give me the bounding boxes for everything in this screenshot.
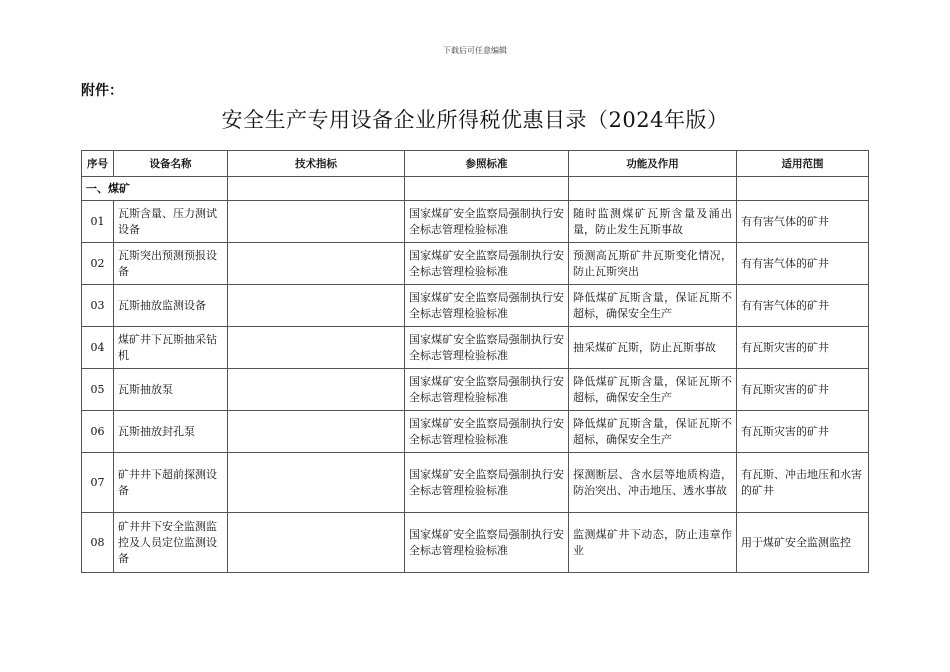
equipment-table (81, 150, 869, 573)
technical-spec (228, 201, 405, 243)
table-row (82, 513, 869, 573)
table-row (82, 327, 869, 369)
row-number: 02 (82, 243, 114, 285)
equipment-name: 矿井井下安全监测监控及人员定位监测设备 (114, 513, 228, 573)
function-description: 降低煤矿瓦斯含量，保证瓦斯不超标，确保安全生产 (569, 285, 737, 327)
technical-spec (228, 243, 405, 285)
table-cell (569, 177, 737, 201)
reference-standard: 国家煤矿安全监察局强制执行安全标志管理检验标准 (405, 201, 569, 243)
applicable-scope: 有瓦斯灾害的矿井 (737, 369, 869, 411)
row-number: 05 (82, 369, 114, 411)
equipment-name: 煤矿井下瓦斯抽采钻机 (114, 327, 228, 369)
table-cell (737, 177, 869, 201)
technical-spec (228, 411, 405, 453)
table-row (82, 411, 869, 453)
table-header-row (82, 151, 869, 177)
technical-spec (228, 513, 405, 573)
row-number: 04 (82, 327, 114, 369)
technical-spec (228, 453, 405, 513)
technical-spec (228, 327, 405, 369)
watermark-text: 下载后可任意编辑 (443, 46, 507, 55)
applicable-scope: 有瓦斯灾害的矿井 (737, 327, 869, 369)
function-description: 降低煤矿瓦斯含量，保证瓦斯不超标，确保安全生产 (569, 411, 737, 453)
attachment-label: 附件： (81, 83, 123, 99)
header-serial: 序号 (82, 151, 114, 177)
table-row (82, 285, 869, 327)
table-row (82, 201, 869, 243)
applicable-scope: 用于煤矿安全监测监控 (737, 513, 869, 573)
row-number: 08 (82, 513, 114, 573)
header-scope: 适用范围 (737, 151, 869, 177)
reference-standard: 国家煤矿安全监察局强制执行安全标志管理检验标准 (405, 327, 569, 369)
reference-standard: 国家煤矿安全监察局强制执行安全标志管理检验标准 (405, 243, 569, 285)
section-row (82, 177, 869, 201)
equipment-name: 瓦斯突出预测预报设备 (114, 243, 228, 285)
header-reference-standard: 参照标准 (405, 151, 569, 177)
applicable-scope: 有有害气体的矿井 (737, 243, 869, 285)
function-description: 探测断层、含水层等地质构造，防治突出、冲击地压、透水事故 (569, 453, 737, 513)
row-number: 07 (82, 453, 114, 513)
function-description: 随时监测煤矿瓦斯含量及涌出量，防止发生瓦斯事故 (569, 201, 737, 243)
document-title: 安全生产专用设备企业所得税优惠目录（2024年版） (221, 108, 729, 132)
equipment-name: 瓦斯含量、压力测试设备 (114, 201, 228, 243)
table-row (82, 243, 869, 285)
equipment-name: 矿井井下超前探测设备 (114, 453, 228, 513)
table-cell (228, 177, 405, 201)
function-description: 降低煤矿瓦斯含量，保证瓦斯不超标，确保安全生产 (569, 369, 737, 411)
applicable-scope: 有瓦斯灾害的矿井 (737, 411, 869, 453)
applicable-scope: 有瓦斯、冲击地压和水害的矿井 (737, 453, 869, 513)
row-number: 06 (82, 411, 114, 453)
technical-spec (228, 369, 405, 411)
equipment-name: 瓦斯抽放封孔泵 (114, 411, 228, 453)
reference-standard: 国家煤矿安全监察局强制执行安全标志管理检验标准 (405, 453, 569, 513)
reference-standard: 国家煤矿安全监察局强制执行安全标志管理检验标准 (405, 369, 569, 411)
table-row (82, 369, 869, 411)
table-cell (405, 177, 569, 201)
function-description: 监测煤矿井下动态，防止违章作业 (569, 513, 737, 573)
applicable-scope: 有有害气体的矿井 (737, 285, 869, 327)
section-title: 一、煤矿 (82, 177, 228, 201)
applicable-scope: 有有害气体的矿井 (737, 201, 869, 243)
equipment-name: 瓦斯抽放监测设备 (114, 285, 228, 327)
header-function: 功能及作用 (569, 151, 737, 177)
reference-standard: 国家煤矿安全监察局强制执行安全标志管理检验标准 (405, 411, 569, 453)
row-number: 01 (82, 201, 114, 243)
header-technical-spec: 技术指标 (228, 151, 405, 177)
technical-spec (228, 285, 405, 327)
header-equipment-name: 设备名称 (114, 151, 228, 177)
function-description: 预测高瓦斯矿井瓦斯变化情况，防止瓦斯突出 (569, 243, 737, 285)
reference-standard: 国家煤矿安全监察局强制执行安全标志管理检验标准 (405, 513, 569, 573)
equipment-name: 瓦斯抽放泵 (114, 369, 228, 411)
function-description: 抽采煤矿瓦斯，防止瓦斯事故 (569, 327, 737, 369)
table-row (82, 453, 869, 513)
row-number: 03 (82, 285, 114, 327)
reference-standard: 国家煤矿安全监察局强制执行安全标志管理检验标准 (405, 285, 569, 327)
